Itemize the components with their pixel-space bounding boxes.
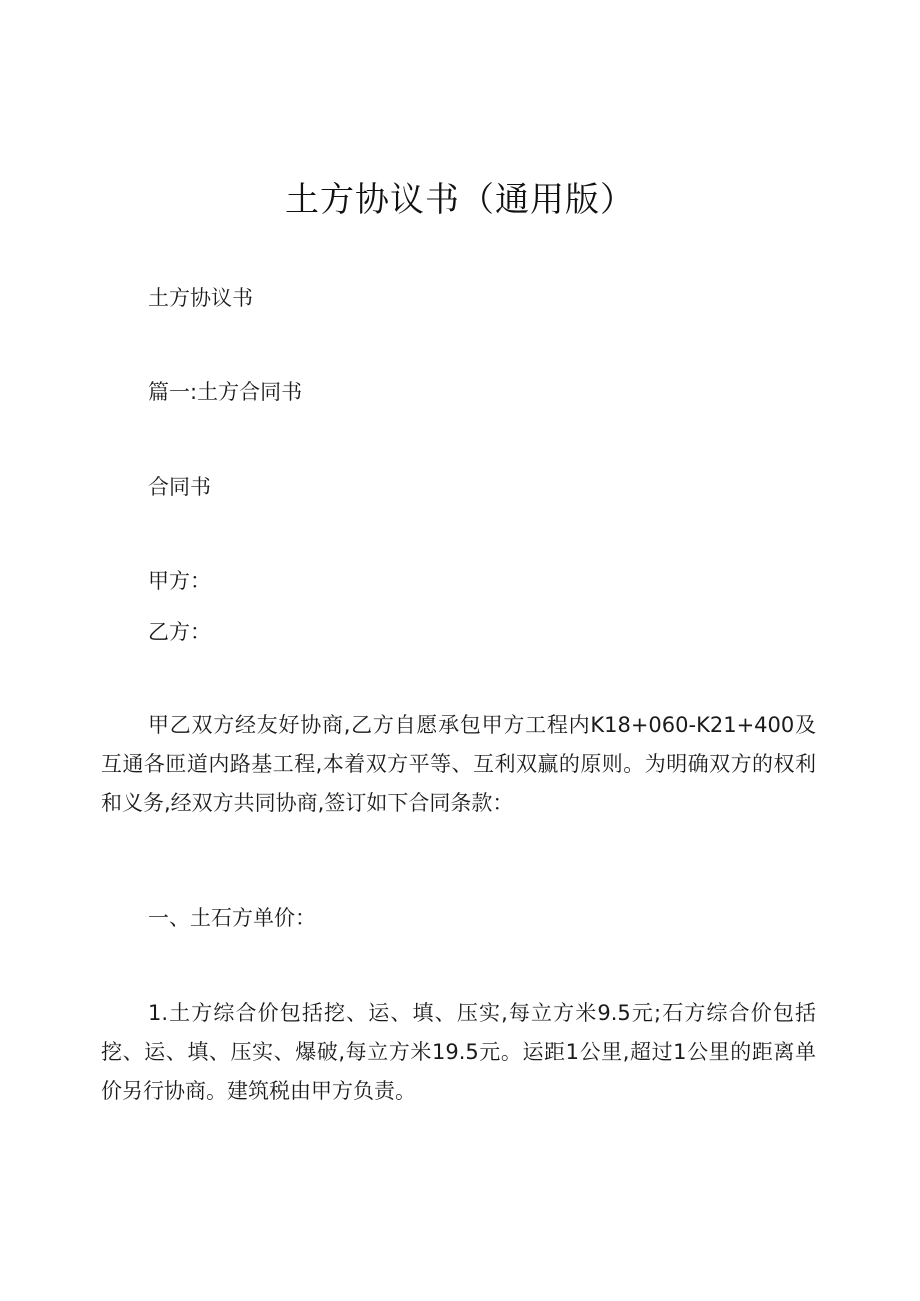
section-1-heading: 一、土石方单价： bbox=[148, 906, 316, 930]
document-subtitle: 土方协议书 bbox=[148, 286, 253, 310]
contract-heading: 合同书 bbox=[148, 475, 211, 499]
party-b-label: 乙方： bbox=[148, 620, 211, 644]
chapter-heading: 篇一:土方合同书 bbox=[148, 380, 303, 404]
intro-paragraph: 甲乙双方经友好协商,乙方自愿承包甲方工程内K18+060-K21+400及互通各匝道内路基工程,本着双方平等、互利双赢的原则。为明确双方的权利和义务,经双方共同协商,签订如下合同条款： bbox=[101, 713, 816, 815]
party-a-label: 甲方： bbox=[148, 569, 211, 593]
clause-1-paragraph: 1.土方综合价包括挖、运、填、压实,每立方米9.5元;石方综合价包括挖、运、填、压实、爆破,每立方米19.5元。运距1公里,超过1公里的距离单价另行协商。建筑税由甲方负责。 bbox=[101, 1001, 816, 1103]
document-title: 土方协议书（通用版） bbox=[285, 180, 635, 220]
